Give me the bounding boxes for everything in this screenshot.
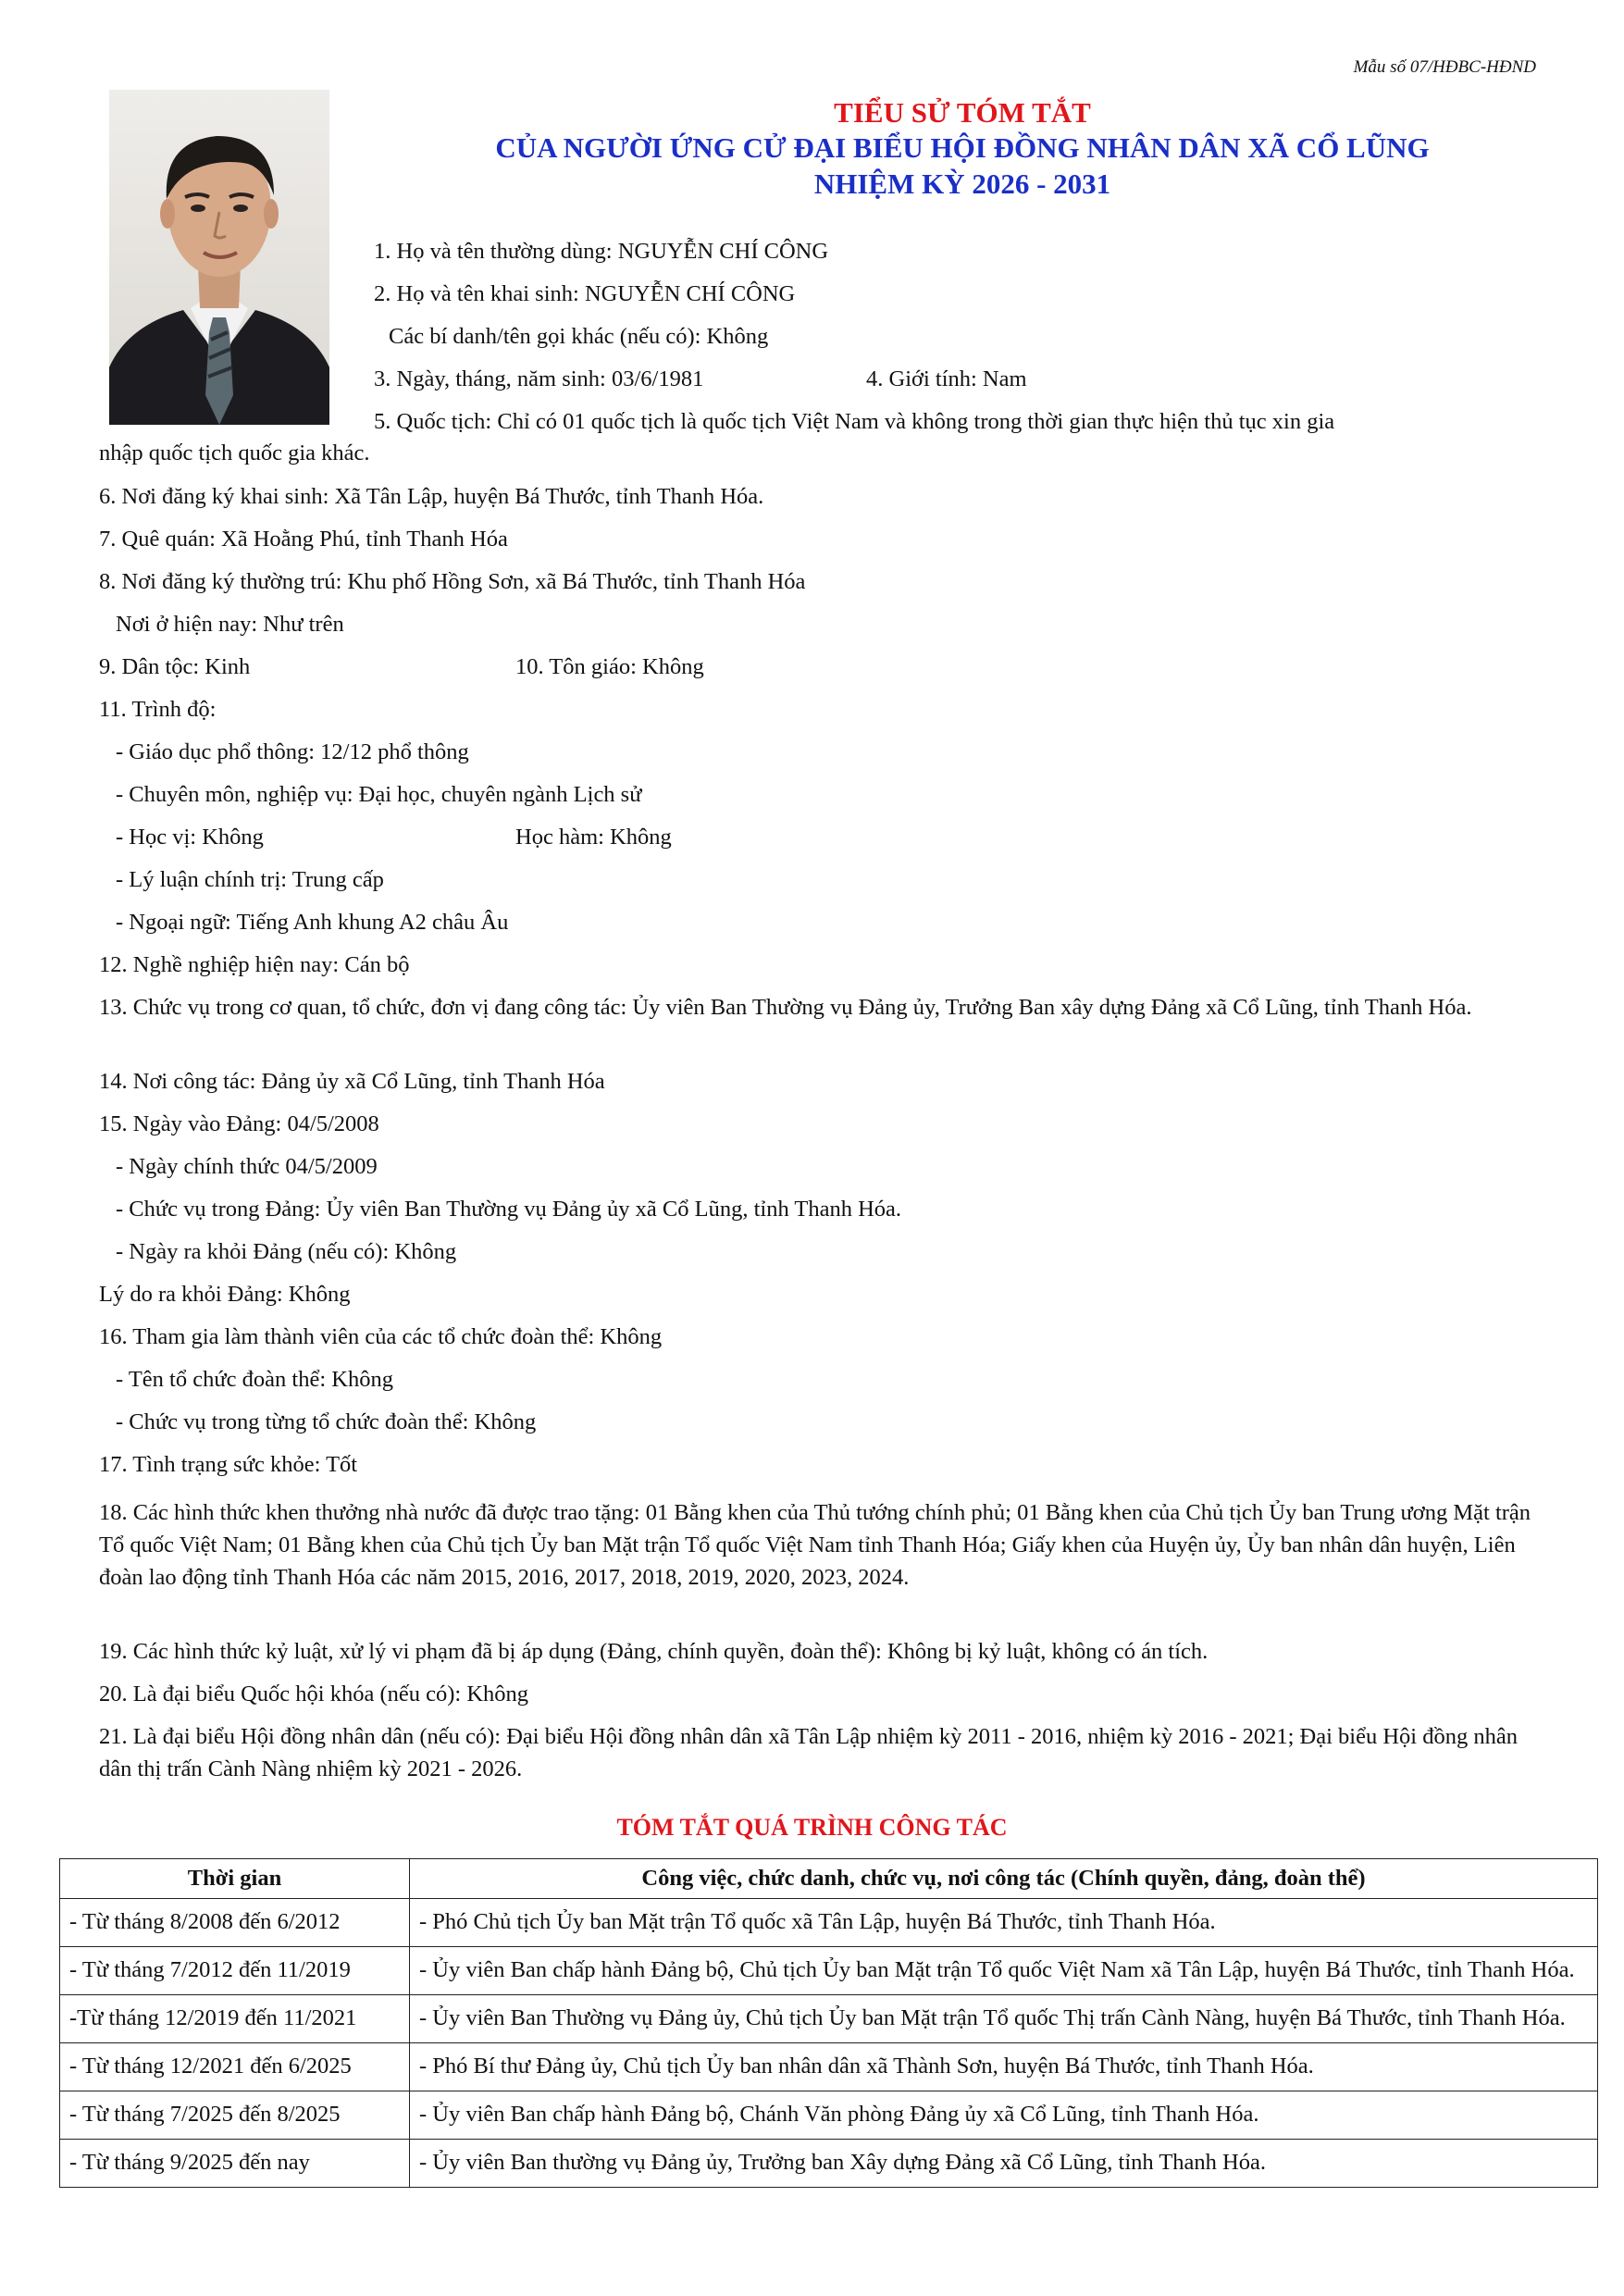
table-header-row bbox=[60, 1859, 1598, 1899]
table-row bbox=[60, 1899, 1598, 1947]
row-time: -Từ tháng 12/2019 đến 11/2021 bbox=[60, 1995, 410, 2043]
item-specialization: - Chuyên môn, nghiệp vụ: Đại học, chuyên ngành Lịch sử bbox=[116, 782, 642, 807]
row-description: - Phó Bí thư Đảng ủy, Chủ tịch Ủy ban nhân dân xã Thành Sơn, huyện Bá Thước, tỉnh Thanh Hóa. bbox=[410, 2043, 1598, 2091]
document-subtitle: CỦA NGƯỜI ỨNG CỬ ĐẠI BIỂU HỘI ĐỒNG NHÂN DÂN XÃ CỔ LŨNG bbox=[495, 131, 1430, 164]
portrait-photo-image bbox=[109, 90, 329, 425]
item-common-name: 1. Họ và tên thường dùng: NGUYỄN CHÍ CÔNG bbox=[374, 239, 829, 264]
work-history-table bbox=[59, 1858, 1598, 2188]
item-organization-name: - Tên tổ chức đoàn thể: Không bbox=[116, 1367, 393, 1392]
item-degree: - Học vị: Không bbox=[116, 825, 264, 850]
row-description: - Ủy viên Ban thường vụ Đảng ủy, Trưởng ban Xây dựng Đảng xã Cổ Lũng, tỉnh Thanh Hóa. bbox=[410, 2140, 1598, 2188]
row-time: - Từ tháng 9/2025 đến nay bbox=[60, 2140, 410, 2188]
item-national-assembly: 20. Là đại biểu Quốc hội khóa (nếu có): Không bbox=[99, 1682, 529, 1706]
row-description: - Ủy viên Ban Thường vụ Đảng ủy, Chủ tịch Ủy ban Mặt trận Tổ quốc Thị trấn Cành Nàng, huyện Bá Thước, tỉnh Thanh Hóa. bbox=[410, 1995, 1598, 2043]
item-health: 17. Tình trạng sức khỏe: Tốt bbox=[99, 1452, 358, 1477]
item-party-official-date: - Ngày chính thức 04/5/2009 bbox=[116, 1154, 378, 1179]
row-time: - Từ tháng 12/2021 đến 6/2025 bbox=[60, 2043, 410, 2091]
table-row bbox=[60, 2043, 1598, 2091]
row-description: - Phó Chủ tịch Ủy ban Mặt trận Tổ quốc xã Tân Lập, huyện Bá Thước, tỉnh Thanh Hóa. bbox=[410, 1899, 1598, 1947]
item-foreign-language: - Ngoại ngữ: Tiếng Anh khung A2 châu Âu bbox=[116, 910, 509, 935]
item-occupation: 12. Nghề nghiệp hiện nay: Cán bộ bbox=[99, 952, 410, 977]
item-birth-registration: 6. Nơi đăng ký khai sinh: Xã Tân Lập, huyện Bá Thước, tỉnh Thanh Hóa. bbox=[99, 484, 764, 509]
column-header-time: Thời gian bbox=[60, 1859, 410, 1899]
item-nationality: 5. Quốc tịch: Chỉ có 01 quốc tịch là quốc tịch Việt Nam và không trong thời gian thực hiện thủ tục xin gia bbox=[374, 409, 1335, 434]
table-row bbox=[60, 1947, 1598, 1995]
item-gender: 4. Giới tính: Nam bbox=[866, 366, 1027, 391]
item-party-leave-date: - Ngày ra khỏi Đảng (nếu có): Không bbox=[116, 1239, 457, 1264]
row-description: - Ủy viên Ban chấp hành Đảng bộ, Chánh Văn phòng Đảng ủy xã Cổ Lũng, tỉnh Thanh Hóa. bbox=[410, 2091, 1598, 2140]
item-organization-position: - Chức vụ trong từng tổ chức đoàn thể: Không bbox=[116, 1409, 537, 1434]
item-party-leave-reason: Lý do ra khỏi Đảng: Không bbox=[99, 1282, 351, 1307]
table-row bbox=[60, 2091, 1598, 2140]
item-education: 11. Trình độ: bbox=[99, 697, 217, 722]
item-nationality-cont: nhập quốc tịch quốc gia khác. bbox=[99, 441, 370, 465]
item-current-residence: Nơi ở hiện nay: Như trên bbox=[116, 612, 344, 637]
row-time: - Từ tháng 8/2008 đến 6/2012 bbox=[60, 1899, 410, 1947]
document-term: NHIỆM KỲ 2026 - 2031 bbox=[813, 168, 1111, 200]
item-general-education: - Giáo dục phổ thông: 12/12 phổ thông bbox=[116, 739, 469, 764]
form-number: Mẫu số 07/HĐBC-HĐND bbox=[1353, 57, 1536, 77]
item-birth-name: 2. Họ và tên khai sinh: NGUYỄN CHÍ CÔNG bbox=[374, 281, 796, 306]
item-ethnicity: 9. Dân tộc: Kinh bbox=[99, 654, 251, 679]
table-row bbox=[60, 2140, 1598, 2188]
table-row bbox=[60, 1995, 1598, 2043]
item-permanent-residence: 8. Nơi đăng ký thường trú: Khu phố Hồng Sơn, xã Bá Thước, tỉnh Thanh Hóa bbox=[99, 569, 806, 594]
item-organizations: 16. Tham gia làm thành viên của các tổ chức đoàn thể: Không bbox=[99, 1324, 663, 1349]
item-awards: 18. Các hình thức khen thưởng nhà nước đã được trao tặng: 01 Bằng khen của Thủ tướng chính phủ; 01 Bằng khen của Chủ tịch Ủy ban Trung ương Mặt trận Tổ quốc Việt Nam; 01 Bằng khen của Chủ tịch Ủy ban Mặt trận Tổ quốc Việt Nam tỉnh Thanh Hóa; Giấy khen của Huyện ủy, Ủy ban nhân dân huyện, Liên đoàn lao động tỉnh Thanh Hóa các năm 2015, 2016, 2017, 2018, 2019, 2020, 2023, 2024. bbox=[99, 1500, 1531, 1590]
item-birth-date: 3. Ngày, tháng, năm sinh: 03/6/1981 bbox=[374, 366, 704, 391]
portrait-photo bbox=[109, 90, 329, 425]
item-workplace: 14. Nơi công tác: Đảng ủy xã Cổ Lũng, tỉnh Thanh Hóa bbox=[99, 1069, 605, 1094]
item-position: 13. Chức vụ trong cơ quan, tổ chức, đơn vị đang công tác: Ủy viên Ban Thường vụ Đảng ủy, Trưởng Ban xây dựng Đảng xã Cổ Lũng, tỉnh Thanh Hóa. bbox=[99, 995, 1472, 1020]
item-discipline: 19. Các hình thức kỷ luật, xử lý vi phạm đã bị áp dụng (Đảng, chính quyền, đoàn thể): Không bị kỷ luật, không có án tích. bbox=[99, 1639, 1209, 1664]
item-party-position: - Chức vụ trong Đảng: Ủy viên Ban Thường vụ Đảng ủy xã Cổ Lũng, tỉnh Thanh Hóa. bbox=[116, 1197, 902, 1222]
item-peoples-council: 21. Là đại biểu Hội đồng nhân dân (nếu có): Đại biểu Hội đồng nhân dân xã Tân Lập nhiệm kỳ 2011 - 2016, nhiệm kỳ 2016 - 2021; Đại biểu Hội đồng nhân dân thị trấn Cành Nàng nhiệm kỳ 2021 - 2026. bbox=[99, 1724, 1518, 1781]
item-religion: 10. Tôn giáo: Không bbox=[515, 654, 704, 679]
column-header-description: Công việc, chức danh, chức vụ, nơi công tác (Chính quyền, đảng, đoàn thể) bbox=[410, 1859, 1598, 1899]
item-political-theory: - Lý luận chính trị: Trung cấp bbox=[116, 867, 384, 892]
item-party-join-date: 15. Ngày vào Đảng: 04/5/2008 bbox=[99, 1111, 379, 1136]
row-time: - Từ tháng 7/2025 đến 8/2025 bbox=[60, 2091, 410, 2140]
item-aliases: Các bí danh/tên gọi khác (nếu có): Không bbox=[389, 324, 769, 349]
row-time: - Từ tháng 7/2012 đến 11/2019 bbox=[60, 1947, 410, 1995]
item-academic-title: Học hàm: Không bbox=[515, 825, 672, 850]
work-history-title: TÓM TẮT QUÁ TRÌNH CÔNG TÁC bbox=[616, 1814, 1008, 1841]
row-description: - Ủy viên Ban chấp hành Đảng bộ, Chủ tịch Ủy ban Mặt trận Tổ quốc Việt Nam xã Tân Lập, huyện Bá Thước, tỉnh Thanh Hóa. bbox=[410, 1947, 1598, 1995]
item-hometown: 7. Quê quán: Xã Hoằng Phú, tỉnh Thanh Hóa bbox=[99, 527, 508, 552]
document-title: TIỂU SỬ TÓM TẮT bbox=[834, 96, 1091, 129]
